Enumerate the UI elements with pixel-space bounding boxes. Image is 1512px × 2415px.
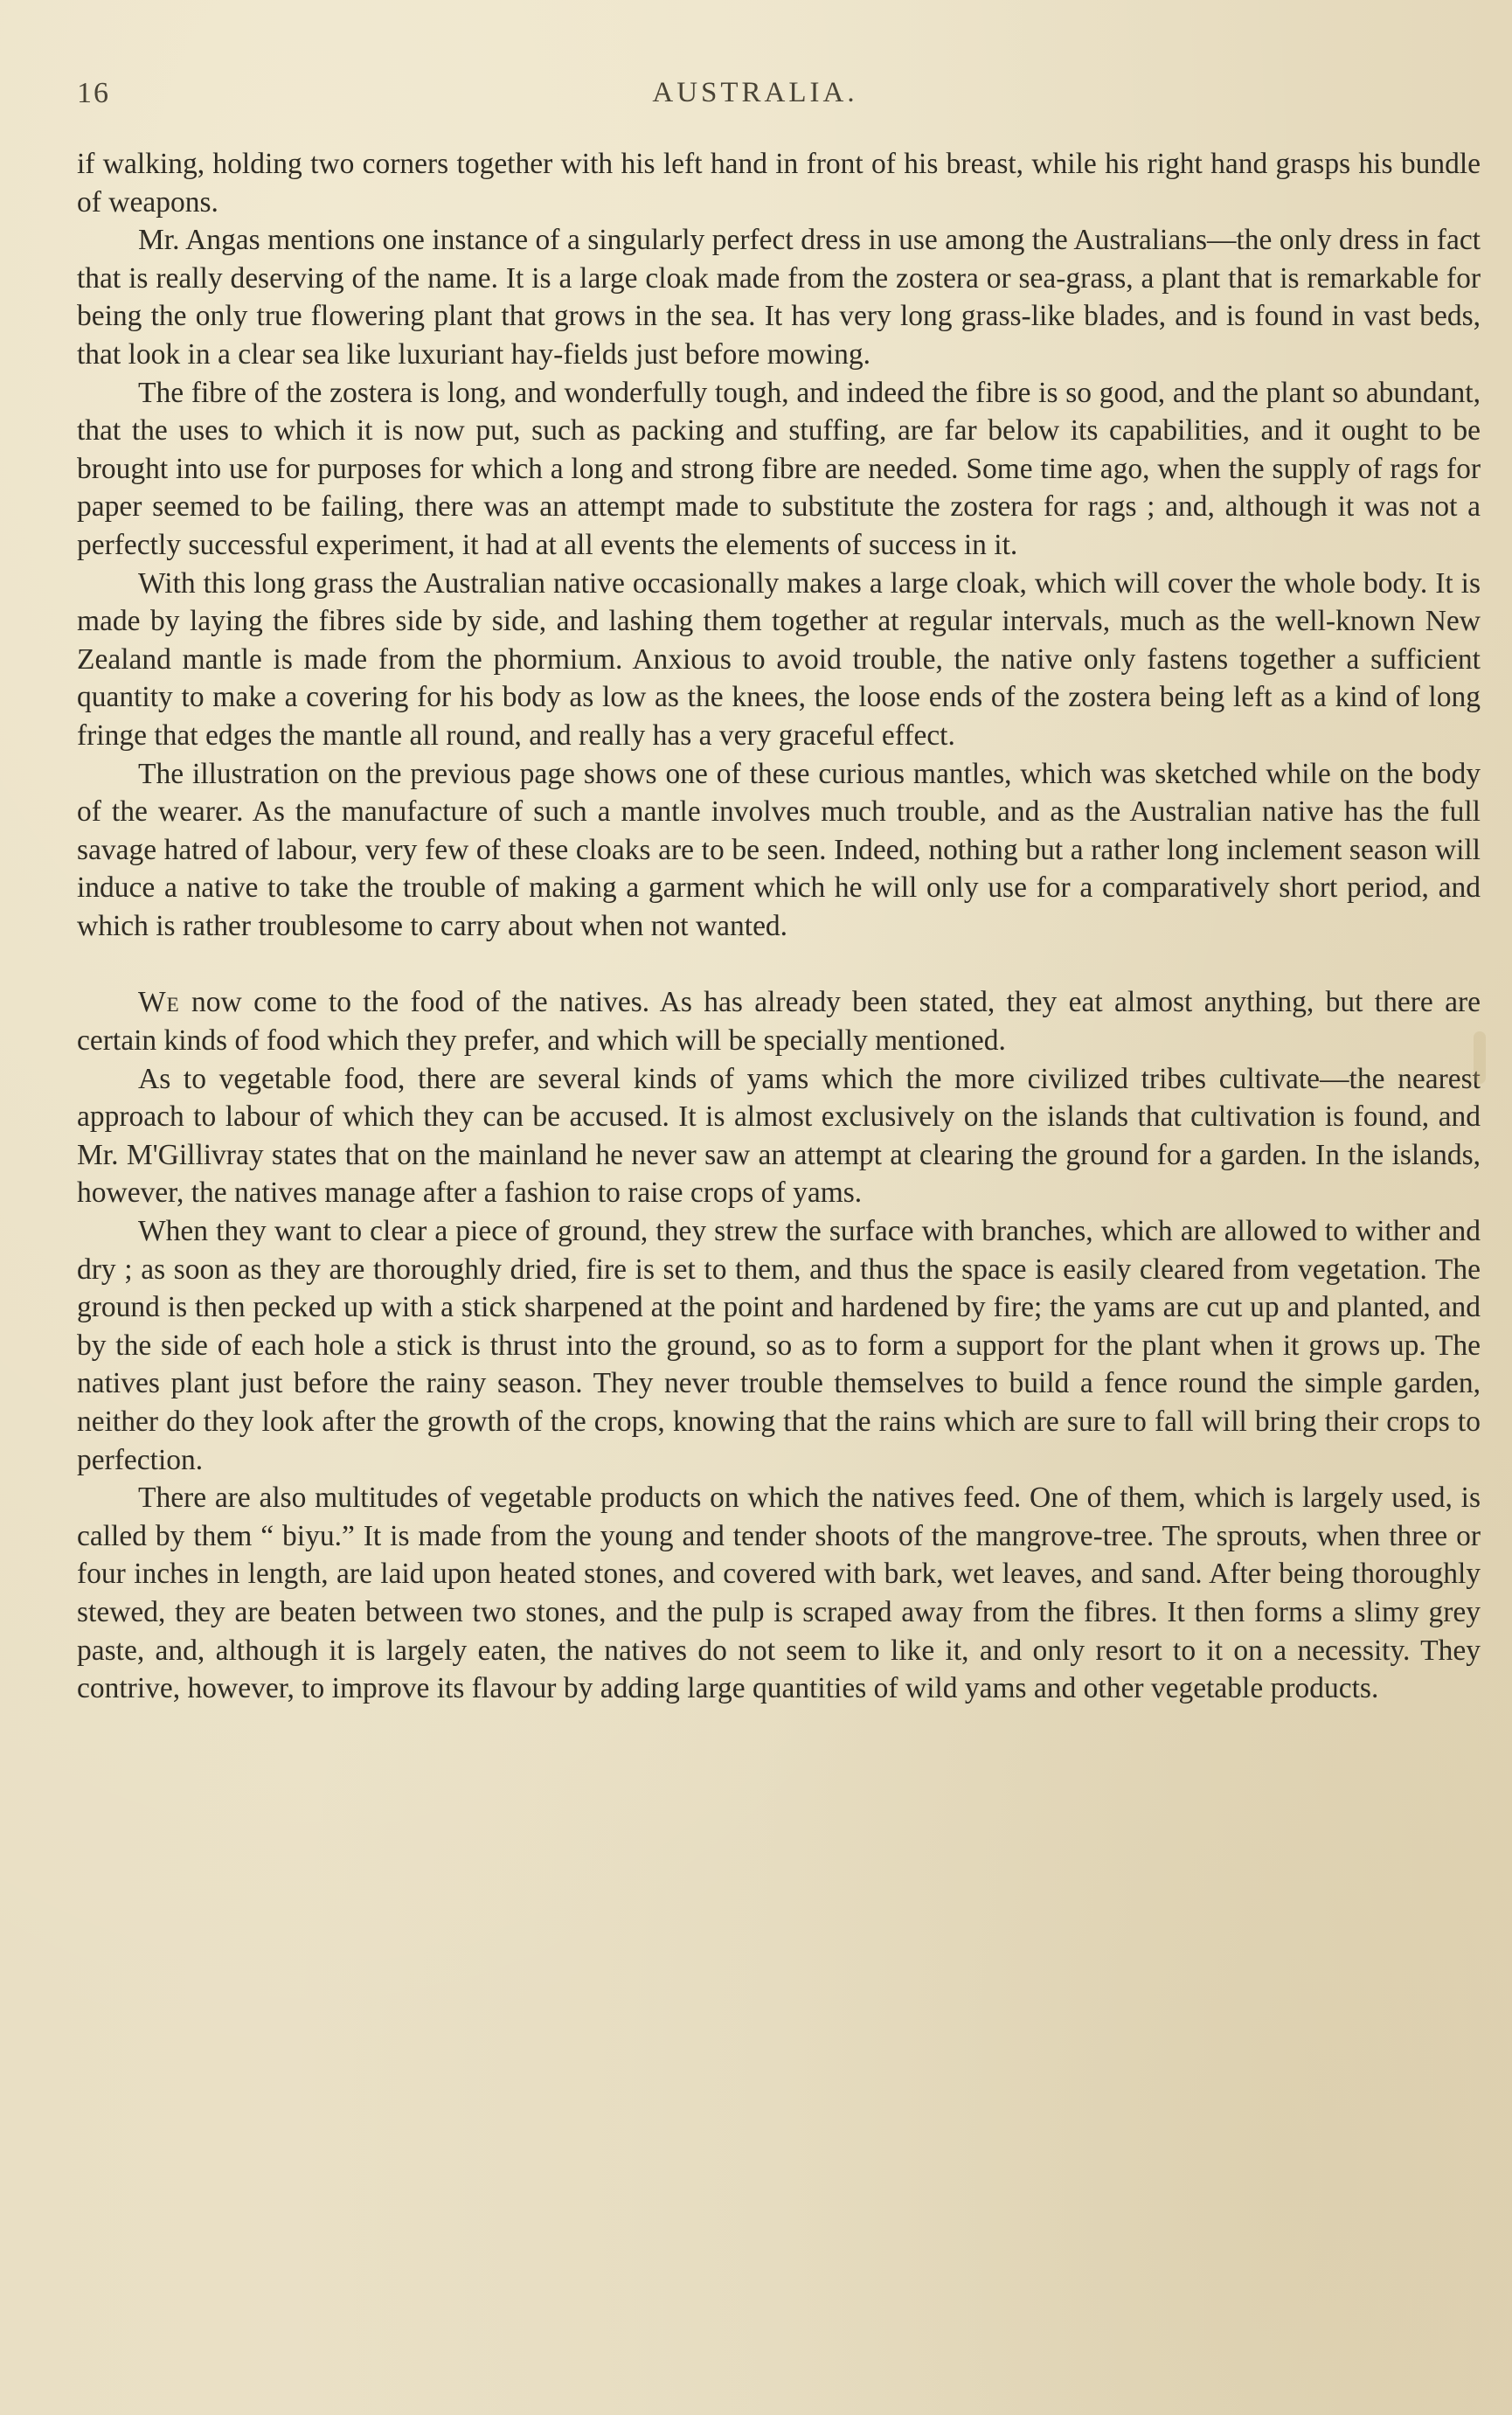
paragraph: Mr. Angas mentions one instance of a singularly perfect dress in use among the Australians—the only dress in fact that is really deserving of the name. It is a large cloak made from the zostera or sea-grass, a plant that is remarkable for being the only true flowering plant that grows in the sea. It has very long grass-like blades, and is found in vast beds, that look in a clear sea like luxuriant hay-fields just before mowing.	[77, 224, 1481, 371]
section-opening-paragraph	[77, 983, 1481, 1059]
paragraph: With this long grass the Australian native occasionally makes a large cloak, which will cover the whole body. It is made by laying the fibres side by side, and lashing them together at regular intervals, much as the well-known New Zealand mantle is made from the phormium. Anxious to avoid trouble, the native only fastens together a sufficient quantity to make a covering for his body as low as the knees, the loose ends of the zostera being left as a kind of long fringe that edges the mantle all round, and really has a very graceful effect.	[77, 566, 1481, 752]
section-initial: We	[138, 986, 180, 1019]
paragraph: The illustration on the previous page shows one of these curious mantles, which was sketched while on the body of the wearer. As the manufacture of such a mantle involves much trouble, and as the Australian native has the full savage hatred of labour, very few of these cloaks are to be seen. Indeed, nothing but a rather long inclement season will induce a native to take the trouble of making a garment which he will only use for a comparatively short period, and which is rather troublesome to carry about when not wanted.	[77, 757, 1481, 942]
page-number: 16	[77, 77, 110, 109]
body-text	[77, 145, 1481, 1708]
paragraph: if walking, holding two corners together with his left hand in front of his breast, while his right hand grasps his bundle of weapons.	[77, 148, 1481, 219]
paper-stain	[1474, 1031, 1486, 1084]
paragraph-text: now come to the food of the natives. As has already been stated, they eat almost anything, but there are certain kinds of food which they prefer, and which will be specially mentioned.	[77, 986, 1481, 1058]
paragraph: As to vegetable food, there are several kinds of yams which the more civilized tribes cultivate—the nearest approach to labour of which they can be accused. It is almost exclusively on the islands that cultivation is found, and Mr. M'Gillivray states that on the mainland he never saw an attempt at clearing the ground for a garden. In the islands, however, the natives manage after a fashion to raise crops of yams.	[77, 1062, 1481, 1210]
running-head	[77, 77, 1433, 121]
section-break	[77, 945, 1481, 983]
paragraph: When they want to clear a piece of ground, they strew the surface with branches, which are allowed to wither and dry ; as soon as they are thoroughly dried, fire is set to them, and thus the space is easily cleared from vegetation. The ground is then pecked up with a stick sharpened at the point and hardened by fire; the yams are cut up and planted, and by the side of each hole a stick is thrust into the ground, so as to form a support for the plant when it grows up. The natives plant just before the rainy season. They never trouble themselves to build a fence round the simple garden, neither do they look after the growth of the crops, knowing that the rains which are sure to fall will bring their crops to perfection.	[77, 1215, 1481, 1476]
paragraph: The fibre of the zostera is long, and wonderfully tough, and indeed the fibre is so good, and the plant so abundant, that the uses to which it is now put, such as packing and stuffing, are far below its capabilities, and it ought to be brought into use for purposes for which a long and strong fibre are needed. Some time ago, when the supply of rags for paper seemed to be failing, there was an attempt made to substitute the zostera for rags ; and, although it was not a perfectly successful experiment, it had at all events the elements of success in it.	[77, 376, 1481, 561]
paragraph: There are also multitudes of vegetable products on which the natives feed. One of them, which is largely used, is called by them “ biyu.” It is made from the young and tender shoots of the mangrove-tree. The sprouts, when three or four inches in length, are laid upon heated stones, and covered with bark, wet leaves, and sand. After being thoroughly stewed, they are beaten between two stones, and the pulp is scraped away from the fibres. It then forms a slimy grey paste, and, although it is largely eaten, the natives do not seem to like it, and only resort to it on a necessity. They contrive, however, to improve its flavour by adding large quantities of wild yams and other vegetable products.	[77, 1482, 1481, 1705]
running-title: AUSTRALIA.	[652, 77, 858, 108]
